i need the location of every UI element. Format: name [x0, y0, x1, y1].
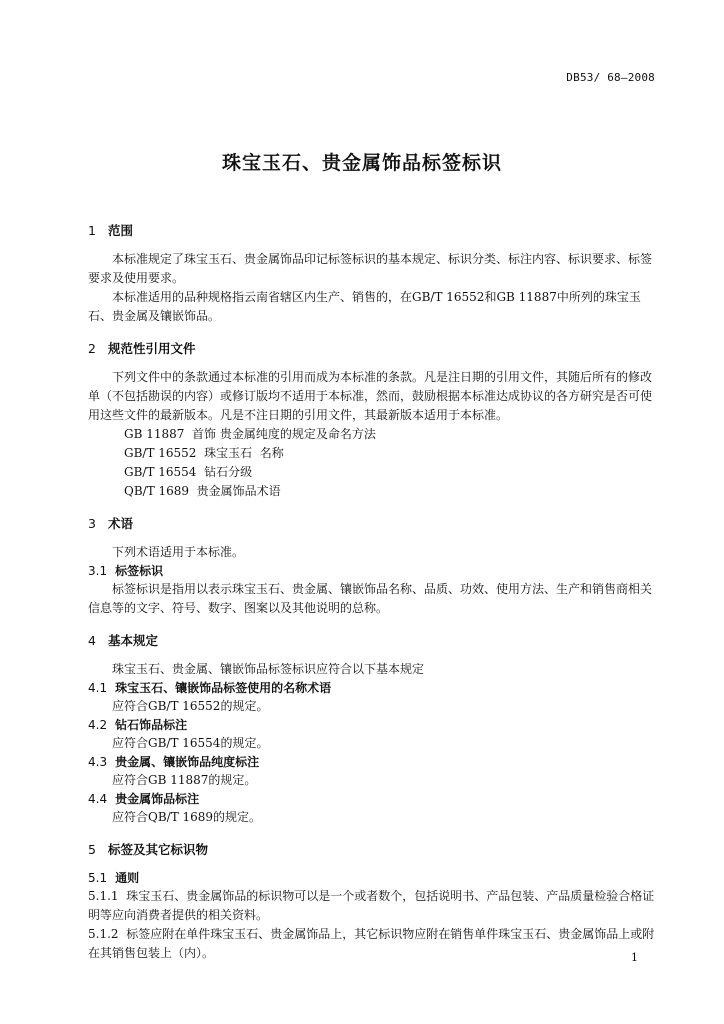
subsection-4-1-heading: [88, 679, 658, 697]
subsection-title: 标签标识: [115, 564, 164, 578]
subsection-number: 4.3: [88, 755, 108, 769]
reference-item: QB/T 1689 贵金属饰品术语: [124, 484, 281, 498]
subsection-number: 5.1: [88, 871, 108, 885]
clause-number: 5.1.1: [88, 889, 119, 903]
section-title: 基本规定: [108, 633, 159, 648]
page-number: 1: [631, 951, 638, 964]
reference-list: [88, 425, 658, 501]
paragraph: 应符合GB/T 16552的规定。: [112, 699, 269, 713]
section-title: 范围: [108, 223, 134, 238]
subsection-number: 4.1: [88, 681, 108, 695]
subsection-number: 3.1: [88, 564, 108, 578]
paragraph: 下列术语适用于本标准。: [112, 545, 245, 559]
paragraph: 应符合GB/T 16554的规定。: [112, 736, 269, 750]
section-number: 5: [88, 842, 96, 857]
section-title: 规范性引用文件: [108, 341, 196, 356]
section-number: 1: [88, 223, 96, 238]
section-title: 标签及其它标识物: [108, 842, 209, 857]
subsection-4-2-heading: [88, 716, 658, 734]
section-1-heading: [88, 222, 658, 240]
subsection-3-1-heading: [88, 562, 658, 580]
clause-5-1-1: [88, 887, 658, 925]
paragraph: 下列文件中的条款通过本标准的引用而成为本标准的条款。凡是注日期的引用文件，其随后所有的修改单（不包括勘误的内容）或修订版均不适用于本标准，然而，鼓励根据本标准达成协议的各方研究是否可使用这些文件的最新版本。凡是不注日期的引用文件，其最新版本适用于本标准。: [88, 370, 653, 422]
section-title: 术语: [108, 516, 134, 531]
reference-item: GB 11887 首饰 贵金属纯度的规定及命名方法: [124, 427, 376, 441]
standard-code: DB53/ 68—2008: [566, 71, 655, 84]
subsection-4-3-heading: [88, 753, 658, 771]
paragraph: 标签标识是指用以表示珠宝玉石、贵金属、镶嵌饰品名称、品质、功效、使用方法、生产和销售商相关信息等的文字、符号、数字、图案以及其他说明的总称。: [88, 582, 653, 615]
section-number: 3: [88, 516, 96, 531]
clause-text: 珠宝玉石、贵金属饰品的标识物可以是一个或者数个，包括说明书、产品包装、产品质量检验合格证明等应向消费者提供的相关资料。: [88, 889, 655, 922]
subsection-title: 珠宝玉石、镶嵌饰品标签使用的名称术语: [115, 681, 332, 695]
reference-item: GB/T 16554 钻石分级: [124, 465, 253, 479]
paragraph: 应符合QB/T 1689的规定。: [112, 810, 262, 824]
reference-item: GB/T 16552 珠宝玉石 名称: [124, 446, 284, 460]
section-number: 2: [88, 341, 96, 356]
document-title: 珠宝玉石、贵金属饰品标签标识: [221, 152, 502, 174]
subsection-4-4-heading: [88, 790, 658, 808]
document-body: [88, 222, 658, 963]
section-5-heading: [88, 841, 658, 859]
subsection-title: 钻石饰品标注: [115, 718, 188, 732]
clause-number: 5.1.2: [88, 927, 119, 941]
subsection-title: 通则: [115, 871, 140, 885]
subsection-number: 4.2: [88, 718, 108, 732]
clause-text: 标签应附在单件珠宝玉石、贵金属饰品上，其它标识物应附在销售单件珠宝玉石、贵金属饰品上或附在其销售包装上（内）。: [88, 927, 655, 960]
paragraph: 本标准规定了珠宝玉石、贵金属饰品印记标签标识的基本规定、标识分类、标注内容、标识要求、标签要求及使用要求。: [88, 252, 653, 285]
paragraph: 本标准适用的品种规格指云南省辖区内生产、销售的，在GB/T 16552和GB 11887中所列的珠宝玉石、贵金属及镶嵌饰品。: [88, 290, 641, 323]
subsection-title: 贵金属、镶嵌饰品纯度标注: [115, 755, 260, 769]
section-2-heading: [88, 340, 658, 358]
subsection-5-1-heading: [88, 869, 658, 887]
paragraph: 珠宝玉石、贵金属、镶嵌饰品标签标识应符合以下基本规定: [112, 662, 425, 676]
section-3-heading: [88, 515, 658, 533]
section-4-heading: [88, 632, 658, 650]
subsection-number: 4.4: [88, 792, 108, 806]
subsection-title: 贵金属饰品标注: [115, 792, 200, 806]
paragraph: 应符合GB 11887的规定。: [112, 773, 257, 787]
section-number: 4: [88, 633, 96, 648]
clause-5-1-2: [88, 925, 658, 963]
